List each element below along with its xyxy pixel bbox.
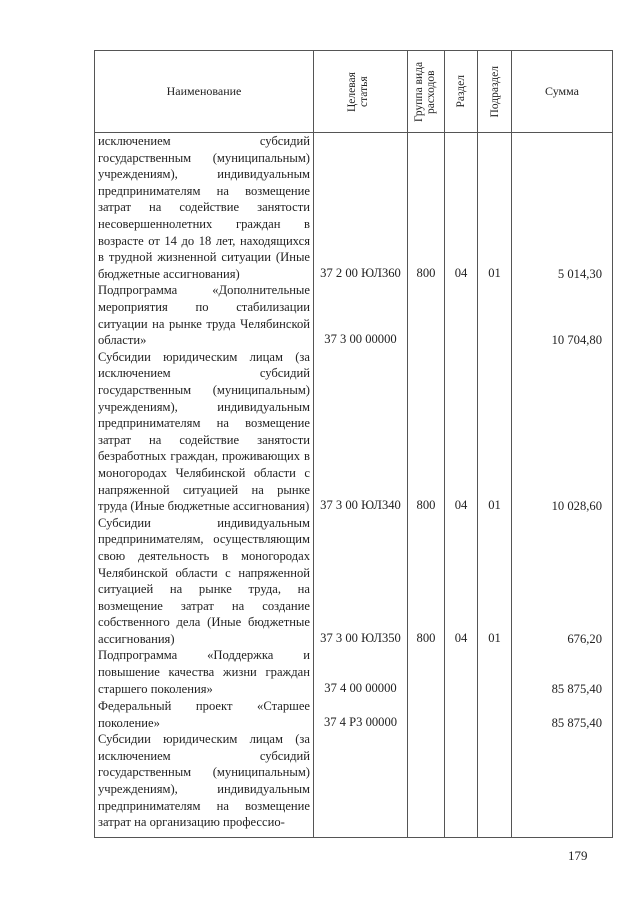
row-group: 800: [408, 133, 445, 283]
row-podrazdel: 01: [478, 515, 512, 648]
row-razdel: [445, 282, 478, 348]
row-sum: 85 875,40: [512, 647, 613, 697]
row-podrazdel: [478, 697, 512, 731]
header-group: Группа вида расходов: [413, 61, 437, 122]
row-sum: 85 875,40: [512, 697, 613, 731]
page-number: 179: [568, 848, 588, 863]
row-razdel: 04: [445, 515, 478, 648]
row-sum: 10 704,80: [512, 282, 613, 348]
header-article: Целевая статья: [345, 71, 370, 112]
header-podrazdel: Подраздел: [488, 65, 501, 118]
row-podrazdel: 01: [478, 133, 512, 283]
row-article: 37 3 00 00000: [314, 282, 408, 348]
row-group: [408, 731, 445, 837]
table-row: [95, 731, 613, 837]
row-name: [95, 731, 314, 837]
table-row: [95, 282, 613, 348]
row-sum: 10 028,60: [512, 349, 613, 515]
row-name: [95, 349, 314, 515]
table-row: [95, 133, 613, 283]
row-group: 800: [408, 349, 445, 515]
row-name-text: исключением субсидий государственным (муниципальным) учреждениям), индивидуальным предпринимателям на возмещение затрат на содействие занятости несовершеннолетних граждан в возрасте от 14 до 18 лет, находящихся в трудной жизненной ситуации (Иные бюджетные ассигнования): [98, 134, 310, 281]
header-razdel: Раздел: [455, 75, 467, 108]
row-name: [95, 515, 314, 648]
row-name: [95, 282, 314, 348]
row-sum: [512, 731, 613, 837]
row-name: [95, 647, 314, 697]
budget-table: [94, 50, 613, 838]
row-sum: 5 014,30: [512, 133, 613, 283]
header-name: Наименование: [95, 51, 314, 133]
row-sum: 676,20: [512, 515, 613, 648]
row-article: 37 3 00 ЮЛ350: [314, 515, 408, 648]
table-row: [95, 515, 613, 648]
row-name-text: Подпрограмма «Дополнительные мероприятия по стабилизации ситуации на рынке труда Челябинской области»: [98, 283, 310, 348]
row-article: 37 3 00 ЮЛ340: [314, 349, 408, 515]
header-sum: Сумма: [512, 51, 613, 133]
row-article: 37 4 00 00000: [314, 647, 408, 697]
table-header-row: [95, 51, 613, 133]
header-podrazdel-cell: [478, 51, 512, 133]
row-podrazdel: [478, 647, 512, 697]
row-podrazdel: 01: [478, 349, 512, 515]
row-name-text: Субсидии юридическим лицам (за исключением субсидий государственным (муниципальным) учреждениям), индивидуальным предпринимателям на возмещение затрат на организацию профессио-: [98, 732, 310, 830]
row-group: 800: [408, 515, 445, 648]
row-article: [314, 731, 408, 837]
row-group: [408, 282, 445, 348]
row-razdel: [445, 731, 478, 837]
row-podrazdel: [478, 731, 512, 837]
row-podrazdel: [478, 282, 512, 348]
row-group: [408, 697, 445, 731]
row-group: [408, 647, 445, 697]
row-name-text: Субсидии юридическим лицам (за исключением субсидий государственным (муниципальным) учреждениям), индивидуальным предпринимателям на возмещение затрат на содействие занятости безработных граждан, проживающих в моногородах Челябинской области с напряженной ситуацией на рынке труда (Иные бюджетные ассигнования): [98, 349, 310, 514]
row-article: 37 2 00 ЮЛ360: [314, 133, 408, 283]
table-row: [95, 697, 613, 731]
row-razdel: 04: [445, 133, 478, 283]
row-name-text: Субсидии индивидуальным предпринимателям, осуществляющим свою деятельность в моногородах Челябинской области с напряженной ситуацией на рынке труда, на возмещение затрат на создание собственного дела (Иные бюджетные ассигнования): [98, 515, 310, 646]
table-row: [95, 349, 613, 515]
row-name: [95, 133, 314, 283]
table-row: [95, 647, 613, 697]
row-razdel: [445, 697, 478, 731]
row-name-text: Подпрограмма «Поддержка и повышение качества жизни граждан старшего поколения»: [98, 648, 310, 696]
row-razdel: 04: [445, 349, 478, 515]
header-group-cell: [408, 51, 445, 133]
row-article: 37 4 P3 00000: [314, 697, 408, 731]
row-razdel: [445, 647, 478, 697]
header-article-cell: [314, 51, 408, 133]
header-razdel-cell: [445, 51, 478, 133]
row-name: [95, 697, 314, 731]
row-name-text: Федеральный проект «Старшее поколение»: [98, 699, 310, 730]
